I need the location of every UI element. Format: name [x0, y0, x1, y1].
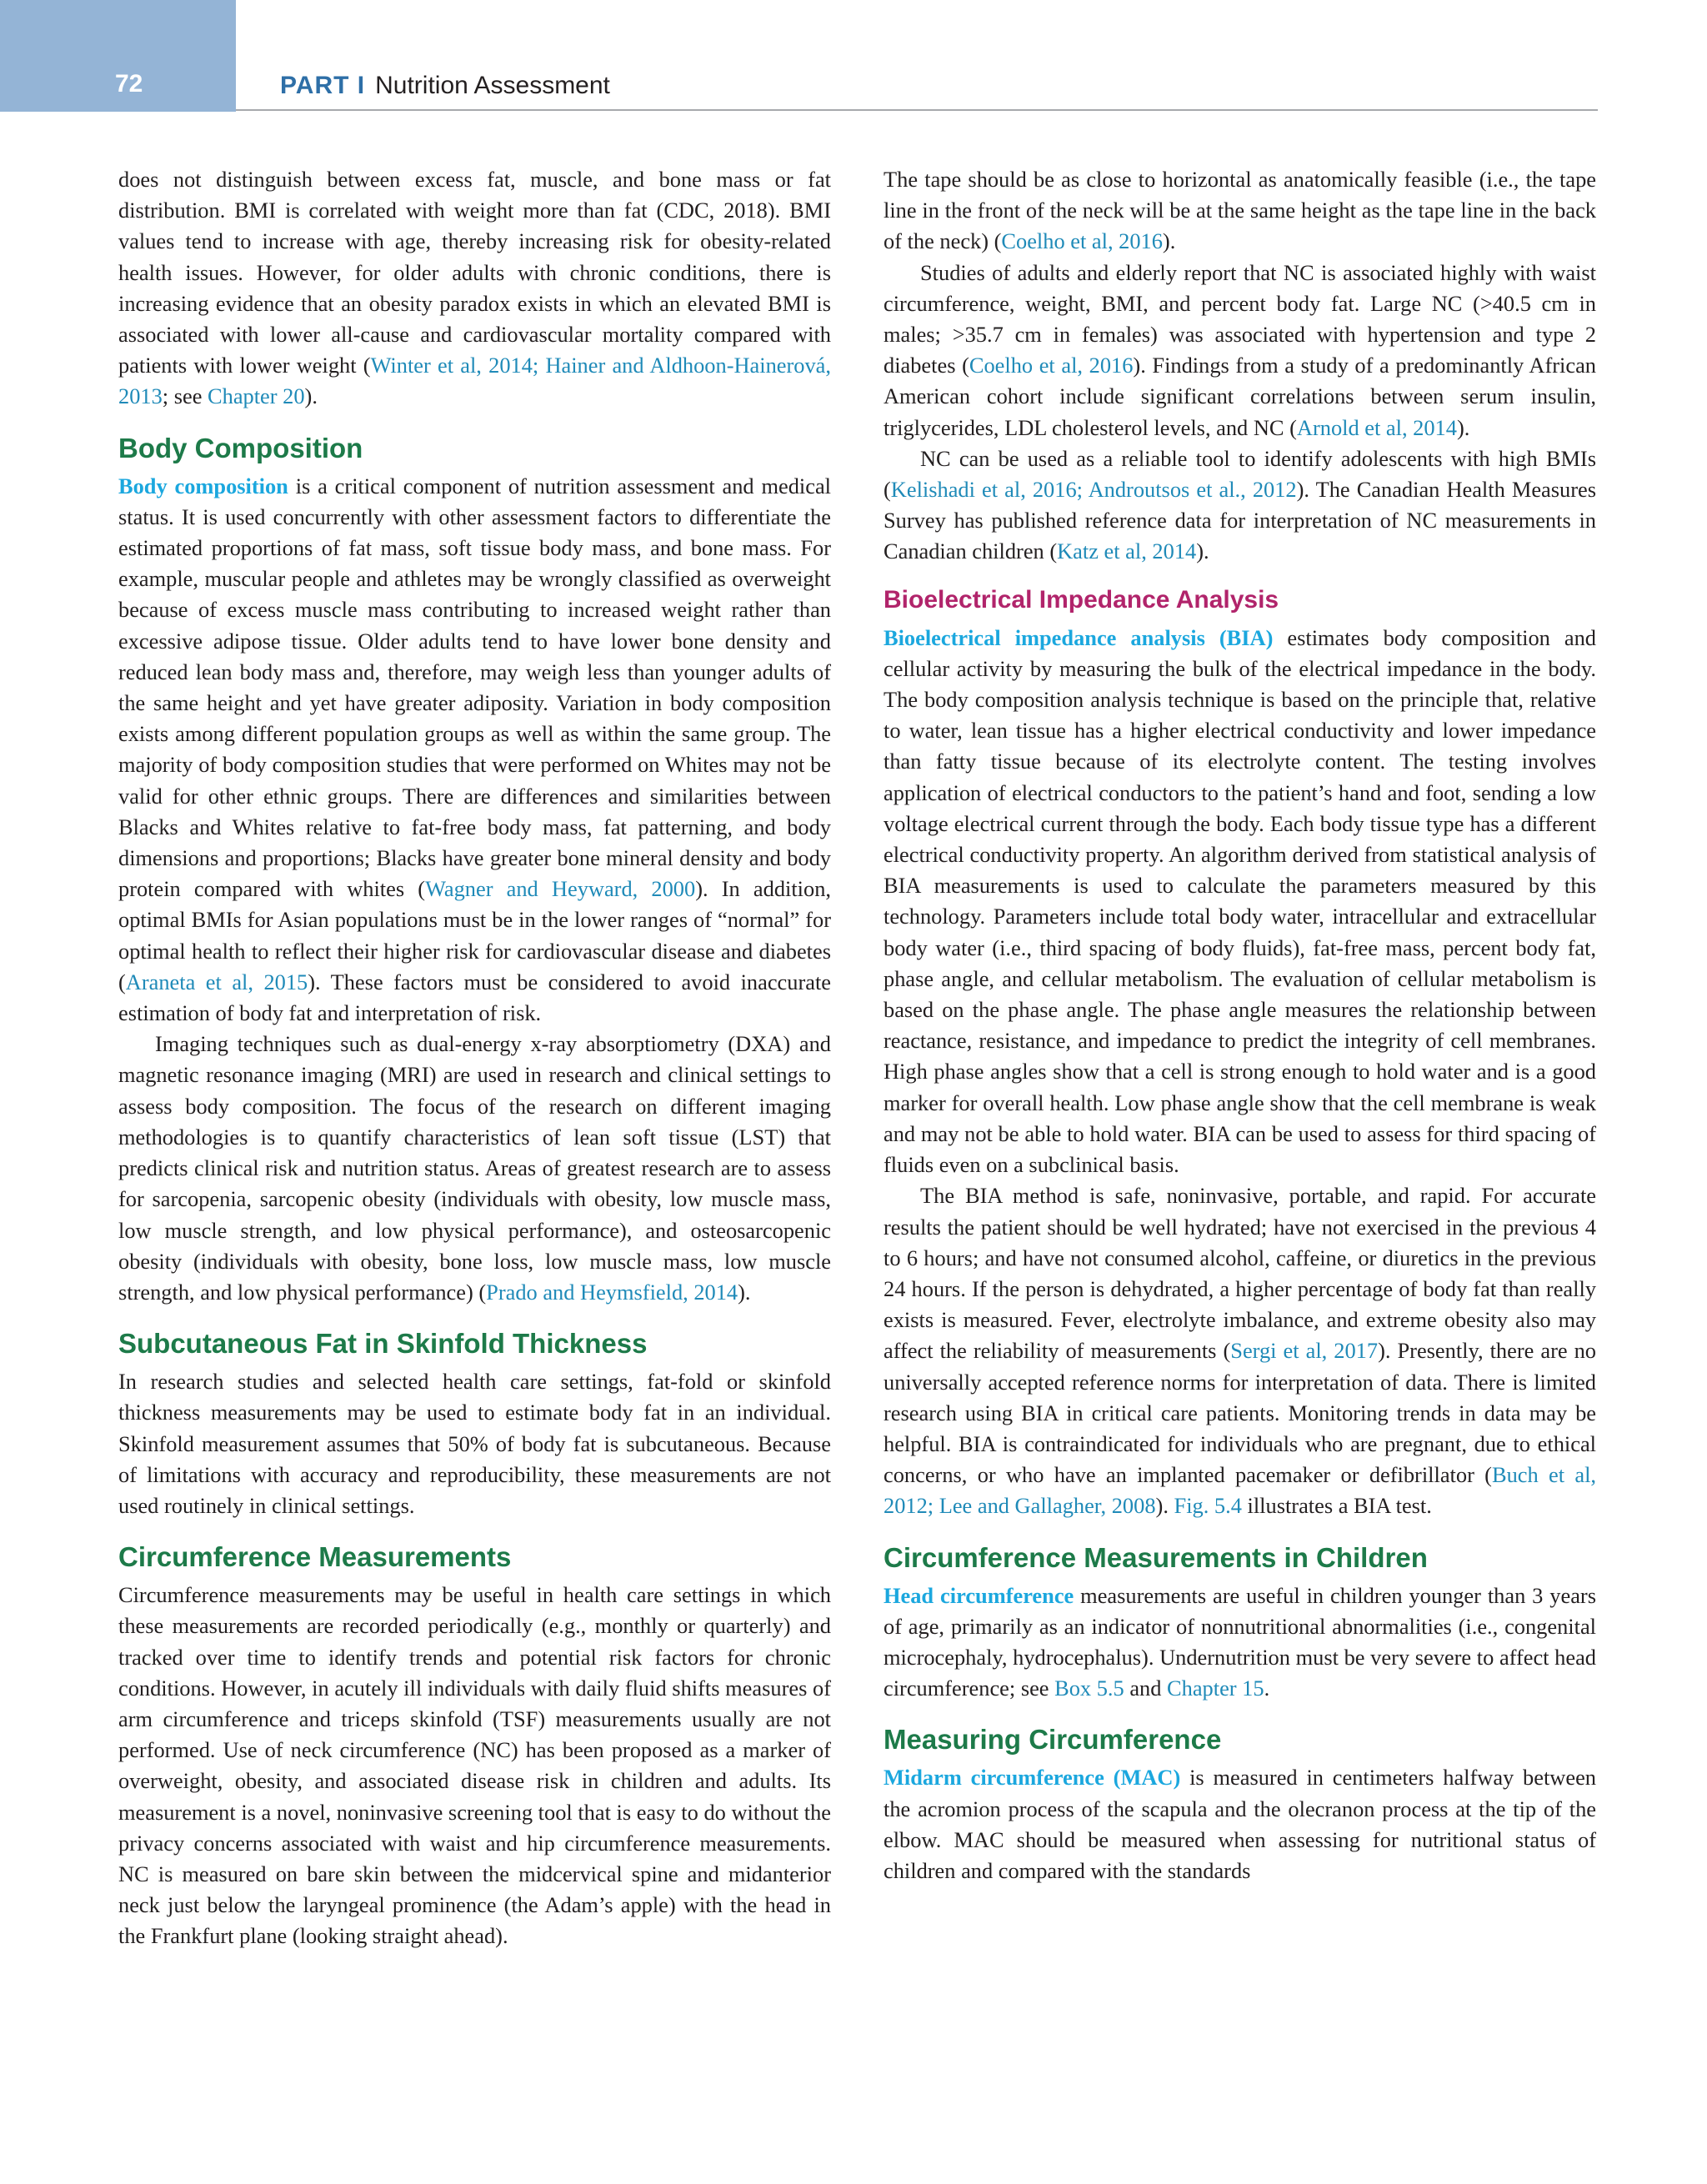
- citation-link[interactable]: Wagner and Heyward, 2000: [425, 876, 696, 902]
- citation-link[interactable]: Kelishadi et al, 2016; Androutsos et al., 2012: [890, 477, 1297, 503]
- box-link[interactable]: Box 5.5: [1054, 1676, 1124, 1701]
- paragraph-bmi: does not distinguish between excess fat, muscle, and bone mass or fat distribution. BMI is correlated with weight more than fat (CDC, 2018). BMI values tend to increase with age, thereby increasing risk for obesity-related health issues. However, for older adults with chronic conditions, there is increasing evidence that an obesity paradox exists in which an elevated BMI is associated with lower all-cause and cardiovascular mortality compared with patients with lower weight (Winter et al, 2014; Hainer and Aldhoon-Hainerová, 2013; see Chapter 20).: [118, 167, 831, 409]
- citation-link[interactable]: Coelho et al, 2016: [969, 353, 1134, 378]
- heading-bia: Bioelectrical Impedance Analysis: [884, 585, 1279, 614]
- paragraph-body-composition: Body composition is a critical component of nutrition assessment and medical status. It is used concurrently with other assessment factors to differentiate the estimated proportions of fat mass, soft tissue body mass, and bone mass. For example, muscular people and athletes may be wrongly classified as overweight because of excess muscle mass contributing to increased weight rather than excessive adipose tissue. Older adults tend to have lower bone density and reduced lean body mass and, therefore, may weigh less than younger adults of the same height and yet have greater adiposity. Variation in body composition exists among different population groups as well as within the same group. The majority of body composition studies that were performed on Whites may not be valid for other ethnic groups. There are differences and similarities between Blacks and Whites relative to fat-free body mass, fat patterning, and body dimensions and proportions; Blacks have greater bone mineral density and body protein compared with whites (Wagner and Heyward, 2000). In addition, optimal BMIs for Asian populations must be in the lower ranges of “normal” for optimal health to reflect their higher risk for cardiovascular disease and diabetes (Araneta et al, 2015). These factors must be considered to avoid inaccurate estimation of body fat and interpretation of risk.: [118, 473, 831, 1026]
- paragraph-skinfold: In research studies and selected health care settings, fat-fold or skinfold thickness measurements may be used to estimate body fat in an individual. Skinfold measurement assumes that 50% of body fat is subcutaneous. Because of limitations with accuracy and reproducibility, these measurements are not used routinely in clinical settings.: [118, 1369, 831, 1518]
- citation-link[interactable]: Sergi et al, 2017: [1230, 1338, 1379, 1364]
- right-column: [884, 164, 1596, 1886]
- heading-measuring: Measuring Circumference: [884, 1724, 1222, 1756]
- part-title: Nutrition Assessment: [375, 72, 610, 99]
- running-head: [280, 72, 610, 100]
- citation-link[interactable]: Araneta et al, 2015: [125, 969, 308, 994]
- key-term[interactable]: Midarm circumference (MAC): [884, 1765, 1181, 1791]
- key-term[interactable]: Head circumference: [884, 1582, 1074, 1608]
- citation-link[interactable]: Coelho et al, 2016: [1001, 228, 1163, 254]
- heading-circumference: Circumference Measurements: [118, 1541, 512, 1573]
- paragraph-head-circumference: Head circumference measurements are useful in children younger than 3 years of age, primarily as an indicator of nonnutritional abnormalities (i.e., congenital microcephaly, hydrocephalus). Undernutrition must be very severe to affect head circumference; see Box 5.5 and Chapter 15.: [884, 1582, 1596, 1701]
- key-term[interactable]: Bioelectrical impedance analysis (BIA): [884, 624, 1274, 650]
- citation-link[interactable]: Arnold et al, 2014: [1296, 414, 1457, 440]
- paragraph-circumference: Circumference measurements may be useful in health care settings in which these measurements are recorded periodically (e.g., monthly or quarterly) and tracked over time to identify trends and potential risk factors for chronic conditions. However, in acutely ill individuals with daily fluid shifts measures of arm circumference and triceps skinfold (TSF) measurements usually are not performed. Use of neck circumference (NC) has been proposed as a marker of overweight, obesity, and associated disease risk in children and adults. Its measurement is a novel, noninvasive screening tool that is easy to do without the privacy concerns associated with waist and hip circumference measurements. NC is measured on bare skin between the midcervical spine and midanterior neck just below the laryngeal prominence (the Adam’s apple) with the head in the Frankfurt plane (looking straight ahead).: [118, 1582, 831, 1949]
- part-label: PART I: [280, 72, 366, 99]
- chapter-link[interactable]: Chapter 20: [208, 383, 305, 409]
- paragraph-tape: The tape should be as close to horizontal as anatomically feasible (i.e., the tape line in the front of the neck will be at the same height as the tape line in the back of the neck) (Coelho et al, 2016).: [884, 167, 1596, 254]
- paragraph-bia-method: The BIA method is safe, noninvasive, portable, and rapid. For accurate results the patient should be well hydrated; have not exercised in the previous 4 to 6 hours; and have not consumed alcohol, caffeine, or diuretics in the previous 24 hours. If the person is dehydrated, a higher percentage of body fat than really exists is measured. Fever, electrolyte imbalance, and extreme obesity also may affect the reliability of measurements (Sergi et al, 2017). Presently, there are no universally accepted reference norms for interpretation of data. There is limited research using BIA in critical care patients. Monitoring trends in data may be helpful. BIA is contraindicated for individuals who are pregnant, due to ethical concerns, or who have an implanted pacemaker or defibrillator (Buch et al, 2012; Lee and Gallagher, 2008). Fig. 5.4 illustrates a BIA test.: [884, 1183, 1597, 1519]
- key-term[interactable]: Body composition: [118, 473, 288, 498]
- heading-skinfold: Subcutaneous Fat in Skinfold Thickness: [118, 1328, 648, 1360]
- heading-body-composition: Body Composition: [118, 432, 363, 463]
- left-column: [118, 164, 831, 1952]
- paragraph-bia: Bioelectrical impedance analysis (BIA) estimates body composition and cellular activity by measuring the bulk of the electrical impedance in the body. The body composition analysis technique is based on the principle that, relative to water, lean tissue has a higher electrical conductivity and lower impedance than fatty tissue because of its electrolyte content. The testing involves application of electrical conductors to the patient’s hand and foot, sending a low voltage electrical current through the body. Each body tissue type has a different electrical conductivity property. An algorithm derived from statistical analysis of BIA measurements is used to calculate the parameters measured by this technology. Parameters include total body water, intracellular and extracellular body water (i.e., third spacing of body fluids), fat-free mass, percent body fat, phase angle, and cellular metabolism. The evaluation of cellular metabolism is based on the phase angle. The phase angle measures the relationship between reactance, resistance, and impedance to predict the integrity of cell membranes. High phase angles show that a cell is strong enough to hold water and is a good marker for overall health. Low phase angle show that the cell membrane is weak and may not be able to hold water. BIA can be used to assess for third spacing of fluids even on a subclinical basis.: [884, 624, 1596, 1178]
- chapter-link[interactable]: Chapter 15: [1167, 1676, 1264, 1701]
- citation-link[interactable]: Prado and Heymsfield, 2014: [486, 1279, 738, 1305]
- paragraph-nc-adolescents: NC can be used as a reliable tool to identify adolescents with high BMIs (Kelishadi et al, 2016; Androutsos et al., 2012). The Canadian Health Measures Survey has published reference data for interpretation of NC measurements in Canadian children (Katz et al, 2014).: [884, 445, 1596, 564]
- header-rule: [236, 109, 1598, 111]
- paragraph-nc-studies: Studies of adults and elderly report that NC is associated highly with waist circumference, weight, BMI, and percent body fat. Large NC (>40.5 cm in males; >35.7 cm in females) was associated with hypertension and type 2 diabetes (Coelho et al, 2016). Findings from a study of a predominantly African American cohort include significant correlations between serum insulin, triglycerides, LDL cholesterol levels, and NC (Arnold et al, 2014).: [884, 259, 1596, 440]
- paragraph-mac: Midarm circumference (MAC) is measured in centimeters halfway between the acromion process of the scapula and the olecranon process at the tip of the elbow. MAC should be measured when assessing for nutritional status of children and compared with the standards: [884, 1765, 1596, 1883]
- paragraph-imaging: Imaging techniques such as dual-energy x-ray absorptiometry (DXA) and magnetic resonance imaging (MRI) are used in research and clinical settings to assess body composition. The focus of the research on different imaging methodologies is to quantify characteristics of lean soft tissue (LST) that predicts clinical risk and nutrition status. Areas of greatest research are to assess for sarcopenia, sarcopenic obesity (individuals with obesity, low muscle mass, low muscle strength, and low physical performance), and osteosarcopenic obesity (individuals with obesity, bone loss, low muscle mass, low muscle strength, and low physical performance) (Prado and Heymsfield, 2014).: [118, 1031, 831, 1305]
- citation-link[interactable]: Katz et al, 2014: [1057, 538, 1197, 564]
- citation-link[interactable]: Buch et al, 2012; Lee and Gallagher, 2008: [884, 1462, 1597, 1519]
- figure-link[interactable]: Fig. 5.4: [1174, 1493, 1242, 1519]
- citation-link[interactable]: Winter et al, 2014; Hainer and Aldhoon-Hainerová, 2013: [118, 353, 831, 409]
- page-number: 72: [115, 70, 143, 98]
- heading-children: Circumference Measurements in Children: [884, 1541, 1428, 1573]
